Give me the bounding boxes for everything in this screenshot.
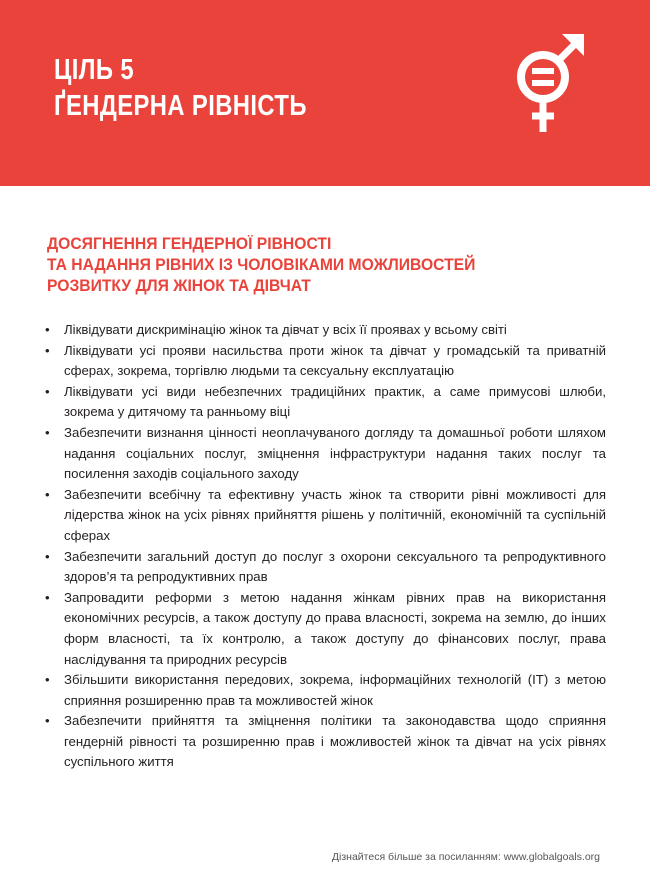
list-item <box>40 588 606 670</box>
target-list <box>40 320 606 773</box>
gender-equality-icon <box>506 30 586 136</box>
bullet-icon: • <box>45 383 50 399</box>
goal-banner <box>0 0 650 186</box>
list-item-text: Забезпечити загальний доступ до послуг з охорони сексуального та репродуктивного здоров’я та репродуктивних прав <box>64 548 606 585</box>
list-item <box>40 423 606 485</box>
bullet-icon: • <box>45 486 50 502</box>
list-item <box>40 320 606 341</box>
goal-number: ЦІЛЬ 5 <box>54 54 135 86</box>
bullet-icon: • <box>45 672 50 688</box>
list-item-text: Ліквідувати дискримінацію жінок та дівчат у всіх її проявах у всьому світі <box>64 322 507 337</box>
list-item-text: Ліквідувати усі види небезпечних традиційних практик, а саме примусові шлюби, зокрема у дитячому та ранньому віці <box>64 383 606 420</box>
list-item-text: Збільшити використання передових, зокрема, інформаційних технологій (ІТ) з метою сприяння розширенню прав та можливостей жінок <box>64 672 606 708</box>
goal-heading <box>47 234 475 297</box>
heading-line: ТА НАДАННЯ РІВНИХ ІЗ ЧОЛОВІКАМИ МОЖЛИВОСТЕЙ <box>47 256 476 274</box>
list-item <box>40 711 606 773</box>
list-item-text: Забезпечити визнання цінності неоплачуваного догляду та домашньої роботи шляхом надання соціальних послуг, зміцнення інфраструктури надання таких послуг та посилення заходів соціального заходу <box>64 424 606 482</box>
bullet-icon: • <box>45 713 50 729</box>
heading-line: РОЗВИТКУ ДЛЯ ЖІНОК ТА ДІВЧАТ <box>47 277 311 295</box>
bullet-icon: • <box>45 589 50 605</box>
list-item <box>40 341 606 382</box>
bullet-icon: • <box>45 548 50 564</box>
footer-link-text: Дізнайтеся більше за посиланням: www.globalgoals.org <box>331 851 600 863</box>
list-item <box>40 382 606 423</box>
list-item-text: Ліквідувати усі прояви насильства проти жінок та дівчат у громадській та приватній сферах, зокрема, торгівлю людьми та сексуальну експлуатацію <box>64 342 606 379</box>
list-item-text: Забезпечити прийняття та зміцнення політики та законодавства щодо сприяння гендерній рівності та розширенню прав і можливостей жінок та дівчат на усіх рівнях суспільного життя <box>64 713 606 770</box>
list-item <box>40 485 606 547</box>
bullet-icon: • <box>45 322 50 337</box>
list-item <box>40 670 606 711</box>
heading-line: ДОСЯГНЕННЯ ГЕНДЕРНОЇ РІВНОСТІ <box>47 235 332 253</box>
bullet-icon: • <box>45 424 50 440</box>
bullet-icon: • <box>45 342 50 358</box>
list-item <box>40 547 606 588</box>
goal-name: ҐЕНДЕРНА РІВНІСТЬ <box>54 90 307 122</box>
goal-title <box>54 52 307 124</box>
list-item-text: Запровадити реформи з метою надання жінкам рівних прав на використання економічних ресурсів, а також доступу до права власності, зокрема на землю, до інших форм власності, та їх контролю, а також доступу до фінансових послуг, права наслідування та природних ресурсів <box>64 589 606 667</box>
list-item-text: Забезпечити всебічну та ефективну участь жінок та створити рівні можливості для лідерства жінок на усіх рівнях прийняття рішень у політичній, економічній та суспільній сферах <box>64 486 606 543</box>
